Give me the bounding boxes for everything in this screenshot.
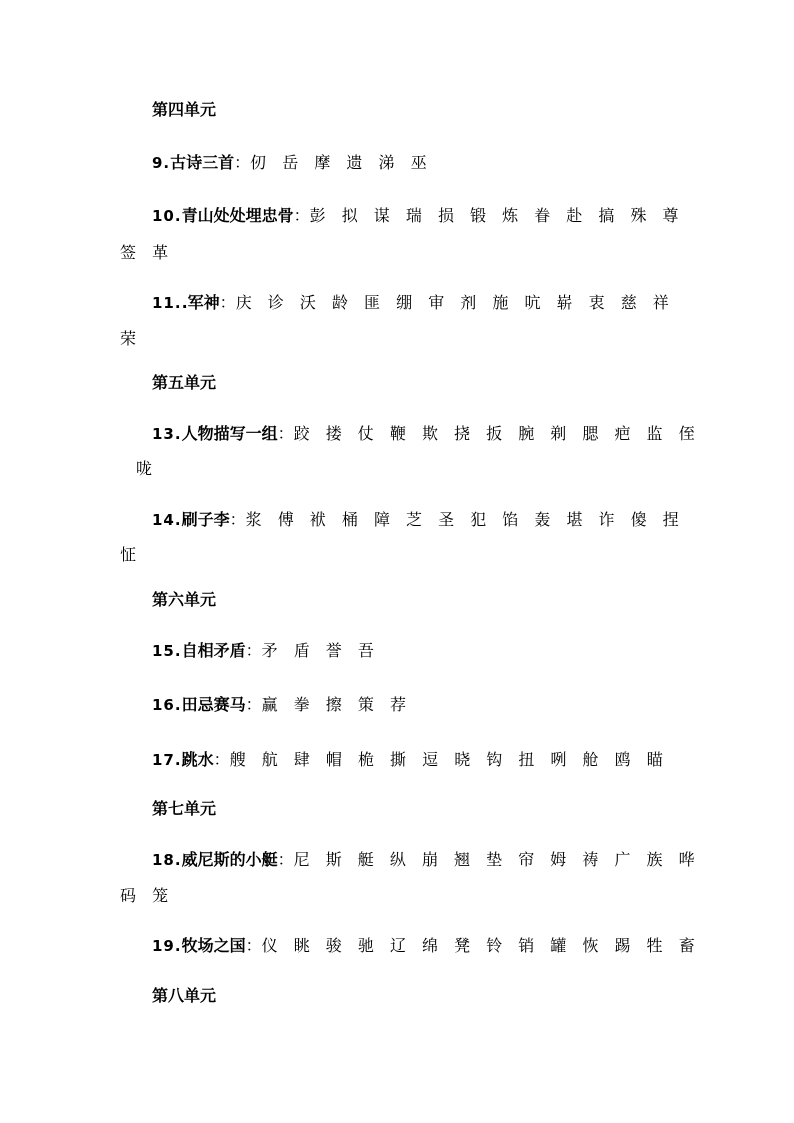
lesson-title: 青山处处埋忠骨 (181, 206, 294, 225)
unit-heading: 第六单元 (152, 590, 217, 609)
lesson-title: 自相矛盾 (181, 641, 246, 660)
lesson-number: 9. (152, 154, 171, 172)
lesson-number: 14. (152, 511, 182, 529)
lesson-9 (152, 153, 427, 173)
lesson-number: 15. (152, 642, 182, 660)
colon: ： (229, 510, 246, 529)
lesson-14 (152, 510, 679, 530)
colon: ： (234, 153, 251, 172)
vocab-chars-continued: 签 革 (120, 243, 169, 262)
colon: ： (245, 936, 262, 955)
lesson-title: 田忌赛马 (181, 695, 246, 714)
vocab-chars: 浆 傅 袱 桶 障 芝 圣 犯 馅 轰 堪 诈 傻 捏 (245, 510, 679, 529)
vocab-chars: 仪 眺 骏 驰 辽 绵 凳 铃 销 罐 恢 踢 牲 畜 (261, 936, 695, 955)
lesson-number: 11. (152, 294, 182, 312)
lesson-number: 13. (152, 425, 182, 443)
lesson-11 (152, 293, 669, 313)
lesson-title: .军神 (181, 293, 220, 312)
lesson-10 (152, 206, 679, 226)
lesson-17 (152, 750, 663, 770)
unit-heading: 第七单元 (152, 799, 217, 818)
unit-heading: 第八单元 (152, 986, 217, 1005)
lesson-16 (152, 695, 406, 715)
lesson-number: 17. (152, 751, 182, 769)
lesson-title: 人物描写一组 (181, 424, 278, 443)
lesson-title: 刷子李 (181, 510, 230, 529)
colon: ： (213, 750, 230, 769)
vocab-chars: 庆 诊 沃 龄 匪 绷 审 剂 施 吭 崭 衷 慈 祥 (235, 293, 669, 312)
colon: ： (293, 206, 310, 225)
lesson-18 (152, 850, 695, 870)
lesson-15 (152, 641, 374, 661)
unit-heading: 第四单元 (152, 100, 217, 119)
vocab-chars: 彭 拟 谋 瑞 损 锻 炼 眷 赴 搞 殊 尊 (309, 206, 679, 225)
unit-heading: 第五单元 (152, 373, 217, 392)
vocab-chars: 尼 斯 艇 纵 崩 翘 垫 帘 姆 祷 广 族 哗 (293, 850, 695, 869)
vocab-chars: 仞 岳 摩 遗 涕 巫 (250, 153, 427, 172)
lesson-19 (152, 936, 695, 956)
lesson-number: 10. (152, 207, 182, 225)
vocab-chars-continued: 咙 (136, 459, 153, 478)
lesson-title: 威尼斯的小艇 (181, 850, 278, 869)
colon: ： (245, 641, 262, 660)
lesson-title: 古诗三首 (170, 153, 235, 172)
vocab-chars-continued: 荣 (120, 329, 137, 348)
colon: ： (277, 424, 294, 443)
colon: ： (277, 850, 294, 869)
lesson-13 (152, 424, 695, 444)
lesson-title: 跳水 (181, 750, 214, 769)
lesson-number: 19. (152, 937, 182, 955)
lesson-title: 牧场之国 (181, 936, 246, 955)
vocab-chars: 赢 拳 擦 策 荐 (261, 695, 406, 714)
colon: ： (245, 695, 262, 714)
vocab-chars: 艘 航 肆 帽 桅 撕 逗 晓 钩 扭 咧 舱 鸥 瞄 (229, 750, 663, 769)
vocab-chars: 矛 盾 誉 吾 (261, 641, 374, 660)
lesson-number: 16. (152, 696, 182, 714)
vocab-chars-continued: 码 笼 (120, 886, 169, 905)
vocab-chars: 跤 搂 仗 鞭 欺 挠 扳 腕 剃 腮 疤 监 侄 (293, 424, 695, 443)
lesson-number: 18. (152, 851, 182, 869)
colon: ： (219, 293, 236, 312)
vocab-chars-continued: 怔 (120, 545, 137, 564)
